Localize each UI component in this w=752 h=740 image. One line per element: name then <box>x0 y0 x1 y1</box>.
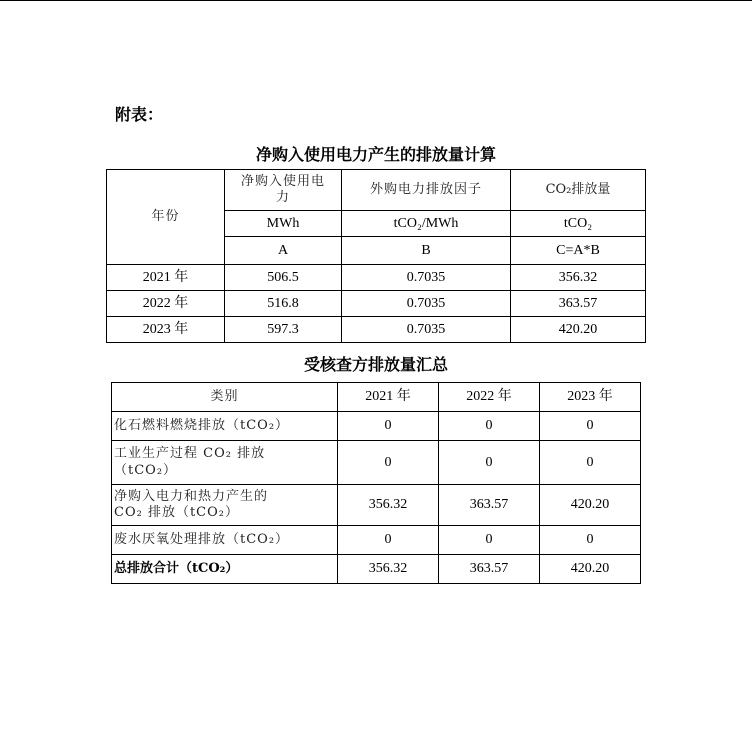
year-cell: 2021 年 <box>107 265 225 291</box>
emission-summary-table <box>111 382 641 584</box>
category-cell: 废水厌氧处理排放（tCO₂） <box>112 526 338 555</box>
total-2022-cell: 363.57 <box>439 555 540 584</box>
unit-tco2-per-mwh: tCO₂/MWh <box>342 211 511 237</box>
header-co2-emission: CO₂排放量 <box>511 170 646 211</box>
unit-tco2: tCO₂ <box>511 211 646 237</box>
table-row <box>112 412 641 441</box>
total-2021-cell: 356.32 <box>338 555 439 584</box>
net-electricity-cell: 506.5 <box>225 265 342 291</box>
value-2021-cell: 0 <box>338 412 439 441</box>
table2-title: 受核查方排放量汇总 <box>303 355 448 374</box>
emission-factor-cell: 0.7035 <box>342 265 511 291</box>
table-row <box>112 485 641 526</box>
value-2023-cell: 0 <box>540 526 641 555</box>
code-b: B <box>342 237 511 265</box>
emission-factor-cell: 0.7035 <box>342 291 511 317</box>
code-c: C=A*B <box>511 237 646 265</box>
header-emission-factor: 外购电力排放因子 <box>342 170 511 211</box>
net-electricity-cell: 597.3 <box>225 317 342 343</box>
category-cell: 化石燃料燃烧排放（tCO₂） <box>112 412 338 441</box>
total-row <box>112 555 641 584</box>
value-2021-cell: 0 <box>338 526 439 555</box>
category-cell: 净购入电力和热力产生的 CO₂ 排放（tCO₂） <box>112 485 338 526</box>
table-row <box>107 317 646 343</box>
total-label: 总排放合计（tCO₂） <box>112 555 338 584</box>
header-year: 年份 <box>107 170 225 265</box>
value-2023-cell: 0 <box>540 412 641 441</box>
unit-mwh: MWh <box>225 211 342 237</box>
value-2021-cell: 356.32 <box>338 485 439 526</box>
co2-emission-cell: 420.20 <box>511 317 646 343</box>
year-cell: 2022 年 <box>107 291 225 317</box>
table1-title: 净购入使用电力产生的排放量计算 <box>255 145 496 164</box>
value-2023-cell: 0 <box>540 441 641 485</box>
value-2022-cell: 0 <box>439 526 540 555</box>
table-row <box>107 265 646 291</box>
table-row <box>112 441 641 485</box>
value-2021-cell: 0 <box>338 441 439 485</box>
co2-emission-cell: 356.32 <box>511 265 646 291</box>
electricity-emission-table <box>106 169 646 343</box>
emission-factor-cell: 0.7035 <box>342 317 511 343</box>
total-2023-cell: 420.20 <box>540 555 641 584</box>
header-2022: 2022 年 <box>439 383 540 412</box>
header-2021: 2021 年 <box>338 383 439 412</box>
value-2022-cell: 0 <box>439 441 540 485</box>
header-2023: 2023 年 <box>540 383 641 412</box>
page-top-border <box>0 0 752 1</box>
table-row <box>112 526 641 555</box>
annex-label: 附表： <box>115 105 164 124</box>
category-cell: 工业生产过程 CO₂ 排放（tCO₂） <box>112 441 338 485</box>
table-row <box>107 291 646 317</box>
code-a: A <box>225 237 342 265</box>
net-electricity-cell: 516.8 <box>225 291 342 317</box>
value-2022-cell: 363.57 <box>439 485 540 526</box>
value-2022-cell: 0 <box>439 412 540 441</box>
header-net-electricity: 净购入使用电力 <box>225 170 342 211</box>
co2-emission-cell: 363.57 <box>511 291 646 317</box>
header-category: 类别 <box>112 383 338 412</box>
value-2023-cell: 420.20 <box>540 485 641 526</box>
year-cell: 2023 年 <box>107 317 225 343</box>
